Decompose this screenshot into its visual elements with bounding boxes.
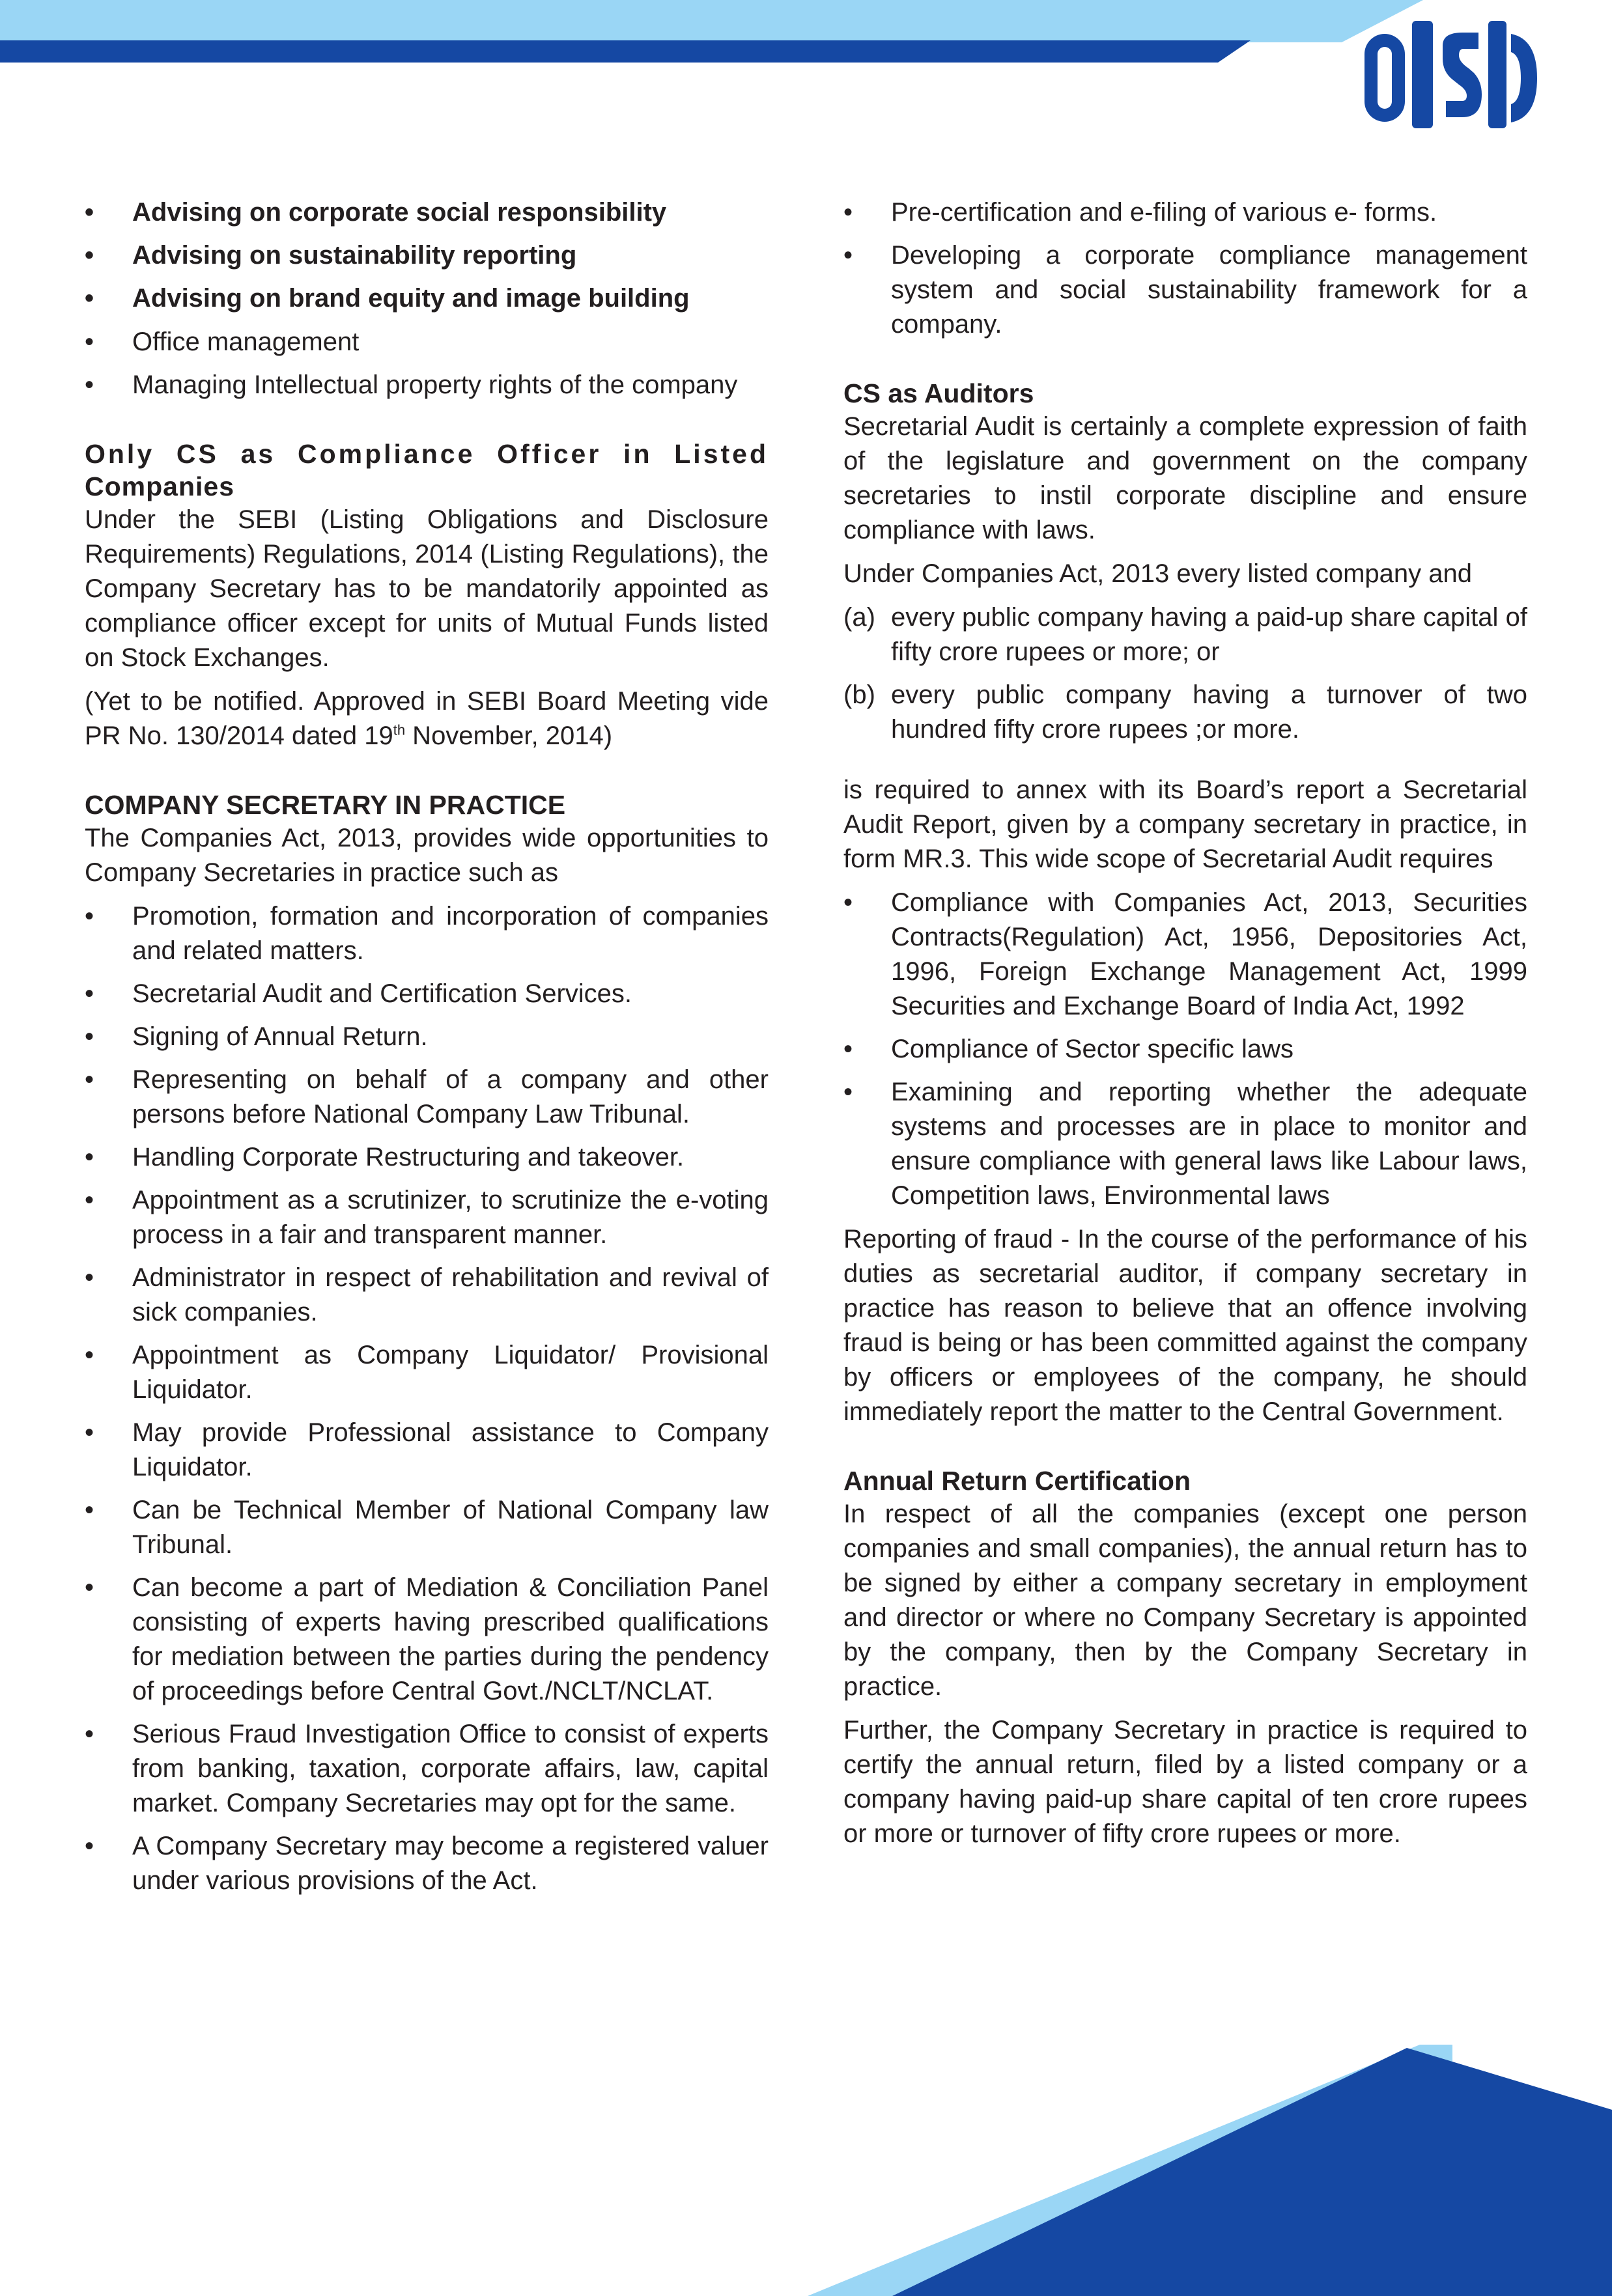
list-item: • Advising on sustainability reporting: [85, 238, 769, 273]
list-item: • Secretarial Audit and Certification Services.: [85, 977, 769, 1011]
auditors-applicability: Under Companies Act, 2013 every listed company and: [843, 559, 1472, 588]
annual-return-paragraph: In respect of all the companies (except one person companies and small companies), the annual return has to be signed by either a company secretary in employment and director or where no Company Secretary is appointed by the company, then by the Company Secretary in practice.: [843, 1500, 1527, 1701]
compliance-officer-heading-line2: Companies: [85, 471, 234, 501]
list-item: • A Company Secretary may become a registered valuer under various provisions of the Act.: [85, 1829, 769, 1898]
advisory-plain-list: [85, 325, 769, 402]
list-item: • Administrator in respect of rehabilitation and revival of sick companies.: [85, 1261, 769, 1330]
list-item: • Can be Technical Member of National Company law Tribunal.: [85, 1493, 769, 1562]
list-item: • Developing a corporate compliance management system and social sustainability framework for a company.: [843, 238, 1527, 342]
list-item: • Compliance with Companies Act, 2013, Securities Contracts(Regulation) Act, 1956, Depositories Act, 1996, Foreign Exchange Management Act, 1999 Securities and Exchange Board of India Act, 1992: [843, 886, 1527, 1024]
list-item: • Examining and reporting whether the adequate systems and processes are in place to monitor and ensure compliance with general laws like Labour laws, Competition laws, Environmental laws: [843, 1075, 1527, 1213]
annual-return-certification-paragraph: Further, the Company Secretary in practice is required to certify the annual return, filed by a listed company or a company having paid-up share capital of ten crore rupees or more or turnover of fifty crore rupees or more.: [843, 1716, 1527, 1848]
sebi-note: (Yet to be notified. Approved in SEBI Board Meeting vide PR No. 130/2014 dated 19th November, 2014): [85, 687, 769, 750]
annual-return-heading: Annual Return Certification: [843, 1466, 1191, 1496]
right-column: [843, 195, 1527, 1860]
list-item: • Signing of Annual Return.: [85, 1020, 769, 1054]
list-item: • Serious Fraud Investigation Office to consist of experts from banking, taxation, corporate affairs, law, capital market. Company Secretaries may opt for the same.: [85, 1717, 769, 1821]
fraud-reporting-paragraph: Reporting of fraud - In the course of the performance of his duties as secretarial auditor, if company secretary in practice has reason to believe that an offence involving fraud is being or has been committed against the company by officers or employees of the company, he should immediately report the matter to the Central Government.: [843, 1225, 1527, 1426]
list-item: (a) every public company having a paid-up share capital of fifty crore rupees or more; or: [843, 603, 1527, 666]
list-item: • Advising on brand equity and image building: [85, 281, 769, 316]
auditors-paragraph: Secretarial Audit is certainly a complete expression of faith of the legislature and government on the company secretaries to instil corporate discipline and ensure compliance with laws.: [843, 412, 1527, 544]
list-item: (b) every public company having a turnover of two hundred fifty crore rupees ;or more.: [843, 680, 1527, 744]
list-item: • Compliance of Sector specific laws: [843, 1032, 1527, 1067]
list-item: • Pre-certification and e-filing of various e- forms.: [843, 195, 1527, 230]
list-item: • Advising on corporate social responsibility: [85, 195, 769, 230]
list-item: • Appointment as a scrutinizer, to scrutinize the e-voting process in a fair and transparent manner.: [85, 1183, 769, 1252]
cs-in-practice-intro: The Companies Act, 2013, provides wide opportunities to Company Secretaries in practice such as: [85, 824, 769, 887]
cs-in-practice-list: [85, 899, 769, 1898]
applicability-list: [843, 600, 1527, 747]
compliance-officer-heading-line1: Only CS as Compliance Officer in Listed: [85, 439, 769, 469]
advisory-bold-list: [85, 195, 769, 316]
icsi-logo-icon: [1365, 20, 1537, 130]
list-item: • Representing on behalf of a company and other persons before National Company Law Tribunal.: [85, 1063, 769, 1132]
list-item: • Office management: [85, 325, 769, 359]
left-column: [85, 195, 769, 1907]
compliance-officer-paragraph: Under the SEBI (Listing Obligations and Disclosure Requirements) Regulations, 2014 (Listing Regulations), the Company Secretary has to be mandatorily appointed as compliance officer except for units of Mutual Funds listed on Stock Exchanges.: [85, 505, 769, 672]
footer-band: [0, 2019, 1612, 2296]
audit-report-paragraph: is required to annex with its Board’s report a Secretarial Audit Report, given by a company secretary in practice, in form MR.3. This wide scope of Secretarial Audit requires: [843, 776, 1527, 873]
list-item: • Appointment as Company Liquidator/ Provisional Liquidator.: [85, 1338, 769, 1407]
list-item: • Can become a part of Mediation & Conciliation Panel consisting of experts having prescribed qualifications for mediation between the parties during the pendency of proceedings before Central Govt./NCLT/NCLAT.: [85, 1571, 769, 1709]
cs-as-auditors-heading: CS as Auditors: [843, 378, 1034, 408]
audit-scope-list: [843, 886, 1527, 1213]
list-item: • Promotion, formation and incorporation of companies and related matters.: [85, 899, 769, 968]
cs-in-practice-heading: COMPANY SECRETARY IN PRACTICE: [85, 790, 566, 820]
list-item: • May provide Professional assistance to Company Liquidator.: [85, 1416, 769, 1485]
services-list: [843, 195, 1527, 342]
list-item: • Managing Intellectual property rights of the company: [85, 368, 769, 402]
list-item: • Handling Corporate Restructuring and takeover.: [85, 1140, 769, 1175]
